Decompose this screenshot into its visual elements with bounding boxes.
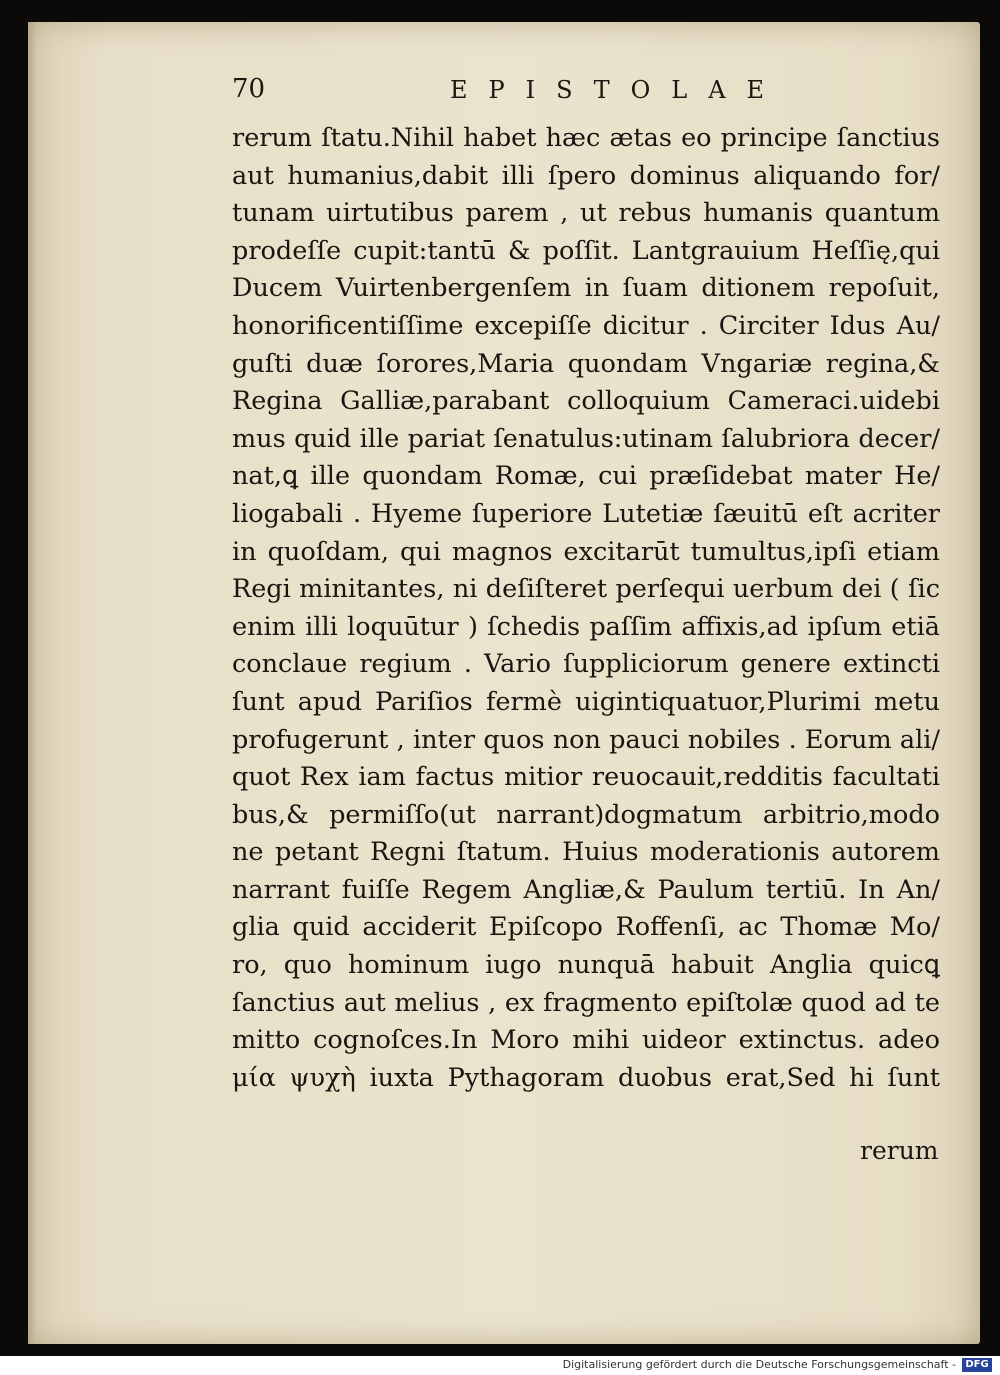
text-line: enim illi loquūtur ) ſchedis paſſim affixis,ad ipſum etiā — [232, 611, 940, 642]
text-line: μία ψυχὴ iuxta Pythagoram duobus erat,Sed hi ſunt — [232, 1062, 940, 1093]
text-line: ſunt apud Pariſios fermè uigintiquatuor,Plurimi metu — [232, 686, 940, 717]
page-number: 70 — [232, 74, 266, 104]
text-line: conclaue regium . Vario ſuppliciorum genere extincti — [232, 649, 940, 680]
text-line: ſanctius aut melius , ex fragmento epiſtolæ quod ad te — [232, 987, 940, 1018]
text-line: prodeſſe cupit:tantū & poſſit. Lantgrauium Heſſię,qui — [232, 235, 940, 266]
text-line: rerum ſtatu.Nihil habet hæc ætas eo principe ſanctius — [232, 123, 940, 153]
text-line: ne petant Regni ſtatum. Huius moderationis autorem — [232, 837, 940, 868]
text-line: tunam uirtutibus parem , ut rebus humanis quantum — [232, 198, 940, 229]
text-line: profugerunt , inter quos non pauci nobiles . Eorum ali/ — [232, 724, 940, 755]
digitization-footer — [0, 1356, 1000, 1375]
text-line: Ducem Vuirtenbergenſem in ſuam ditionem repoſuit, — [232, 273, 940, 304]
text-line: Regi minitantes, ni deſiſteret perſequi uerbum dei ( ſic — [232, 574, 940, 605]
page-header — [232, 70, 952, 110]
funding-credit: Digitalisierung gefördert durch die Deutsche Forschungsgemeinschaft - — [562, 1358, 956, 1371]
text-line: guſti duæ ſorores,Maria quondam Vngariæ regina,& — [232, 348, 940, 379]
catchword: rerum — [860, 1136, 939, 1165]
dfg-logo: DFG — [962, 1358, 992, 1372]
text-line: mitto cognoſces.In Moro mihi uideor extinctus. adeo — [232, 1025, 940, 1056]
text-line: aut humanius,dabit illi ſpero dominus aliquando for/ — [232, 160, 940, 191]
text-line: liogabali . Hyeme ſuperiore Lutetiæ ſæuitū eſt acriter — [232, 498, 940, 529]
text-line: nat,ꝗ ille quondam Romæ, cui præſidebat mater He/ — [232, 461, 940, 492]
text-line: Regina Galliæ,parabant colloquium Cameraci.uidebi — [232, 386, 940, 417]
text-line: mus quid ille pariat ſenatulus:utinam ſalubriora decer/ — [232, 423, 940, 454]
text-line: glia quid acciderit Epiſcopo Roffenſi, ac Thomæ Mo/ — [232, 912, 940, 943]
text-line: in quoſdam, qui magnos excitarūt tumultus,ipſi etiam — [232, 536, 940, 567]
text-line: bus,& permiſſo(ut narrant)dogmatum arbitrio,modo — [232, 799, 940, 830]
text-line: ro, quo hominum iugo nunquā habuit Anglia quicꝗ — [232, 950, 940, 981]
text-line: narrant fuiſſe Regem Angliæ,& Paulum tertiū. In An/ — [232, 874, 940, 905]
running-title: EPISTOLAE — [450, 76, 786, 104]
text-line: quot Rex iam factus mitior reuocauit,redditis facultati — [232, 762, 940, 793]
gutter-shadow — [28, 22, 36, 1344]
text-line: honorificentiſſime excepiſſe dicitur . Circiter Idus Au/ — [232, 310, 940, 341]
body-text — [232, 120, 940, 1097]
